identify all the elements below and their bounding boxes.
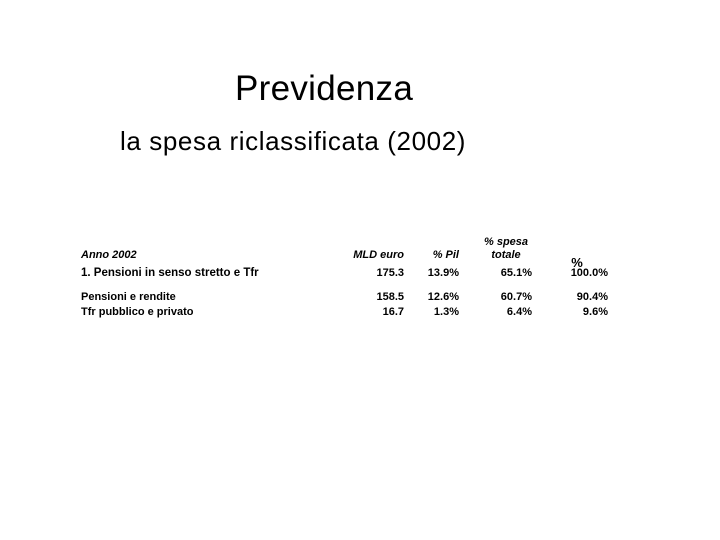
row-1-pil: 13.9% (427, 267, 459, 279)
slide-subtitle: la spesa riclassificata (2002) (120, 126, 467, 156)
row-2-percent: 90.4% (576, 291, 608, 303)
header-mld-euro: MLD euro (353, 249, 404, 261)
row-1-mld-euro: 175.3 (376, 267, 404, 279)
header-anno: Anno 2002 (81, 249, 137, 261)
row-2-label: Pensioni e rendite (81, 291, 176, 303)
row-3-spesa-totale: 6.4% (506, 306, 532, 318)
row-1-spesa-totale: 65.1% (500, 267, 532, 279)
header-percent: % (571, 255, 583, 270)
row-3-mld-euro: 16.7 (382, 306, 404, 318)
row-2-pil: 12.6% (427, 291, 459, 303)
slide-title: Previdenza (235, 69, 414, 108)
row-1-label: 1. Pensioni in senso stretto e Tfr (81, 267, 259, 279)
row-2-mld-euro: 158.5 (376, 291, 404, 303)
header-pil: % Pil (432, 249, 459, 261)
row-3-label: Tfr pubblico e privato (81, 306, 194, 318)
header-spesa-totale-line2: totale (491, 249, 521, 261)
header-spesa-totale-line1: % spesa (483, 236, 529, 248)
spending-table (78, 236, 618, 326)
row-2-spesa-totale: 60.7% (500, 291, 532, 303)
row-3-pil: 1.3% (433, 306, 459, 318)
row-1-percent: 100.0% (570, 267, 608, 279)
row-3-percent: 9.6% (582, 306, 608, 318)
